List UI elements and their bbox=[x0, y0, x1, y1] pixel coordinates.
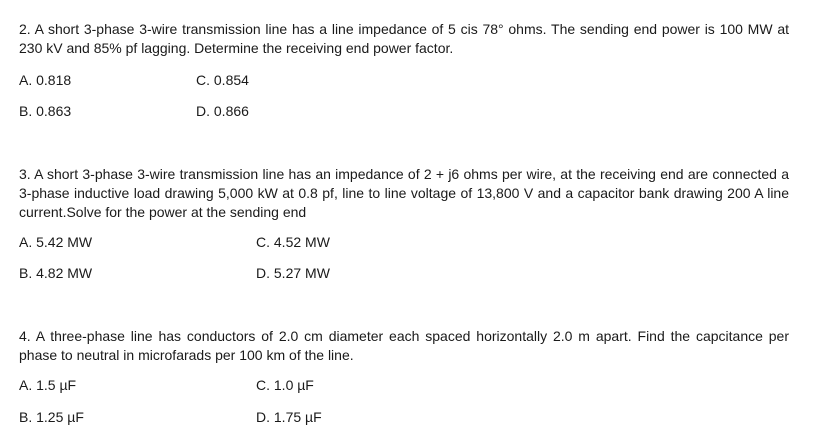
question-2 bbox=[19, 20, 789, 58]
question-2-text: 2. A short 3-phase 3-wire transmission line has a line impedance of 5 cis 78° ohms. The sending end power is 100 MW at 230 kV and 85% pf lagging. Determine the receiving end power factor. bbox=[19, 21, 789, 56]
question-3-option-b: B. 4.82 MW bbox=[19, 265, 93, 281]
question-3-option-a: A. 5.42 MW bbox=[19, 234, 93, 250]
question-4-option-c: C. 1.0 µF bbox=[256, 377, 314, 393]
question-4 bbox=[19, 327, 789, 365]
question-4-option-a: A. 1.5 µF bbox=[19, 377, 77, 393]
question-2-option-a: A. 0.818 bbox=[19, 72, 72, 88]
question-4-option-d: D. 1.75 µF bbox=[256, 409, 322, 425]
question-3-option-d: D. 5.27 MW bbox=[256, 265, 330, 281]
question-3 bbox=[19, 165, 789, 222]
question-2-option-c: C. 0.854 bbox=[196, 72, 249, 88]
question-3-text: 3. A short 3-phase 3-wire transmission line has an impedance of 2 + j6 ohms per wire, at the receiving end are connected a 3-phase inductive load drawing 5,000 kW at 0.8 pf, line to line voltage of 13,800 V and a capacitor bank drawing 200 A line current.Solve for the power at the sending end bbox=[19, 166, 789, 220]
question-4-text: 4. A three-phase line has conductors of 2.0 cm diameter each spaced horizontally 2.0 m apart. Find the capcitance per phase to neutral in microfarads per 100 km of the line. bbox=[19, 328, 789, 363]
question-2-option-d: D. 0.866 bbox=[196, 103, 249, 119]
question-4-option-b: B. 1.25 µF bbox=[19, 409, 84, 425]
question-3-option-c: C. 4.52 MW bbox=[256, 234, 330, 250]
question-2-option-b: B. 0.863 bbox=[19, 103, 72, 119]
